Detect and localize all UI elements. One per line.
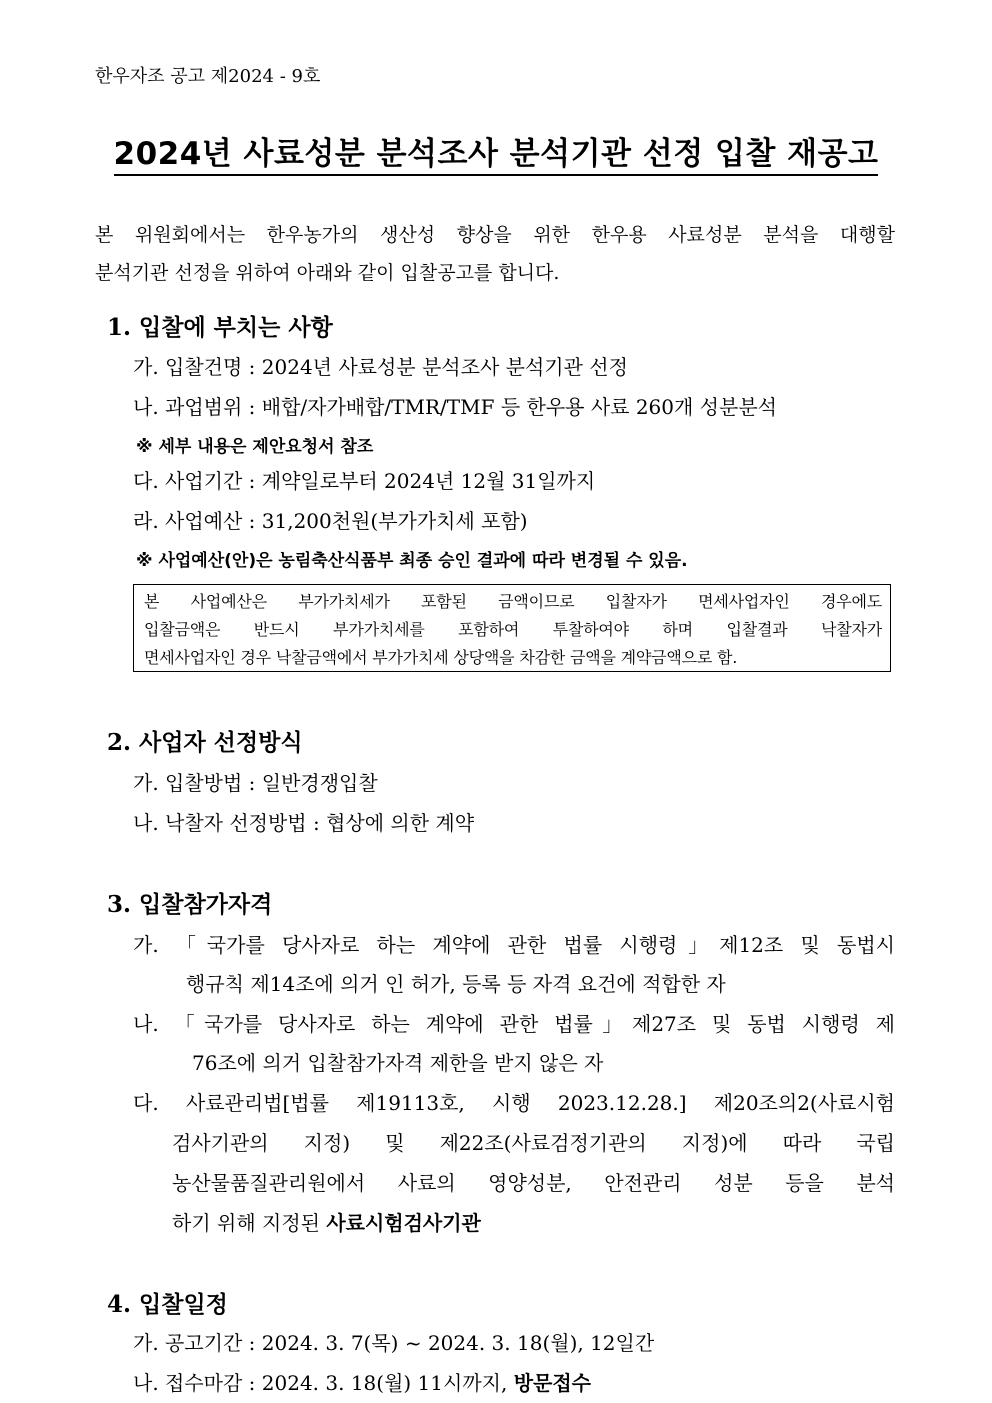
budget-notice-box xyxy=(133,584,891,672)
budget-notice-line-2: 입찰금액은 반드시 부가가치세를 포함하여 투찰하여야 하며 입찰결과 낙찰자가 xyxy=(144,620,882,639)
section-2-item-na: 나. 낙찰자 선정방법 : 협상에 의한 계약 xyxy=(133,811,475,835)
section-3-item-na-line-1: 나. 「국가를 당사자로 하는 계약에 관한 법률」제27조 및 동법 시행령 제 xyxy=(133,1012,895,1036)
section-1-note-1: ※ 세부 내용은 제안요청서 참조 xyxy=(136,437,374,457)
section-2-item-ga: 가. 입찰방법 : 일반경쟁입찰 xyxy=(133,771,378,795)
section-4-item-na-text: 나. 접수마감 : 2024. 3. 18(월) 11시까지, xyxy=(133,1371,514,1395)
section-1-note-2: ※ 사업예산(안)은 농림축산식품부 최종 승인 결과에 따라 변경될 수 있음. xyxy=(136,551,688,571)
section-3-heading: 3. 입찰참가자격 xyxy=(107,891,273,918)
section-3-item-ga-line-2: 행규칙 제14조에 의거 인 허가, 등록 등 자격 요건에 적합한 자 xyxy=(186,972,726,996)
section-3-item-na-line-2: 76조에 의거 입찰참가자격 제한을 받지 않은 자 xyxy=(192,1051,604,1075)
intro-line-1: 본 위원회에서는 한우농가의 생산성 향상을 위한 한우용 사료성분 분석을 대행할 xyxy=(95,224,895,246)
section-3-item-da-line-1: 다. 사료관리법[법률 제19113호, 시행 2023.12.28.] 제20조의2(사료시험 xyxy=(133,1091,895,1115)
section-2-heading: 2. 사업자 선정방식 xyxy=(107,729,303,756)
section-1-item-ra: 라. 사업예산 : 31,200천원(부가가치세 포함) xyxy=(133,509,528,533)
test-agency-emphasis: 사료시험검사기관 xyxy=(326,1211,481,1235)
intro-line-2: 분석기관 선정을 위하여 아래와 같이 입찰공고를 합니다. xyxy=(95,262,560,284)
section-1-item-ga: 가. 입찰건명 : 2024년 사료성분 분석조사 분석기관 선정 xyxy=(133,355,628,379)
section-3-item-ga-line-1: 가. 「국가를 당사자로 하는 계약에 관한 법률 시행령」제12조 및 동법시 xyxy=(133,933,895,957)
notice-number: 한우자조 공고 제2024 - 9호 xyxy=(95,66,321,87)
section-1-heading: 1. 입찰에 부치는 사항 xyxy=(107,314,333,341)
section-3-item-da-line-3: 농산물품질관리원에서 사료의 영양성분, 안전관리 성분 등을 분석 xyxy=(172,1171,895,1195)
section-3-item-da-line-2: 검사기관의 지정) 및 제22조(사료검정기관의 지정)에 따라 국립 xyxy=(172,1131,895,1155)
section-4-item-ga: 가. 공고기간 : 2024. 3. 7(목) ~ 2024. 3. 18(월), 12일간 xyxy=(133,1331,655,1355)
budget-notice-line-3: 면세사업자인 경우 낙찰금액에서 부가가치세 상당액을 차감한 금액을 계약금액으로 함. xyxy=(144,648,738,667)
page-title xyxy=(0,128,992,173)
section-4-heading: 4. 입찰일정 xyxy=(107,1291,228,1318)
section-1-item-na: 나. 과업범위 : 배합/자가배합/TMR/TMF 등 한우용 사료 260개 성분분석 xyxy=(133,395,777,419)
section-3-item-da-line-4 xyxy=(172,1207,481,1236)
section-1-item-da: 다. 사업기간 : 계약일로부터 2024년 12월 31일까지 xyxy=(133,469,596,493)
page-title-text: 2024년 사료성분 분석조사 분석기관 선정 입찰 재공고 xyxy=(114,136,879,176)
section-3-item-da-line-4-text: 하기 위해 지정된 xyxy=(172,1211,327,1235)
section-4-item-na xyxy=(133,1367,591,1396)
visit-submission-emphasis: 방문접수 xyxy=(513,1371,591,1395)
budget-notice-line-1: 본 사업예산은 부가가치세가 포함된 금액이므로 입찰자가 면세사업자인 경우에도 xyxy=(144,592,882,611)
